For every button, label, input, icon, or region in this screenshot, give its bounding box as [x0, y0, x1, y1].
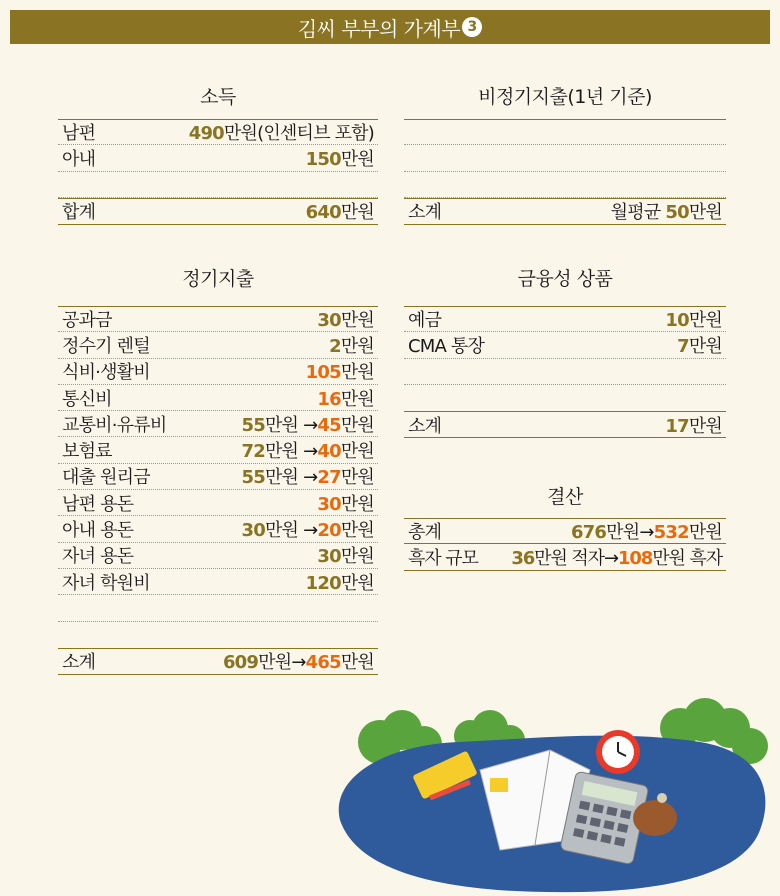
row-unit: 만원: [264, 441, 304, 463]
irregular-heading: 비정기지출(1년 기준): [478, 86, 652, 108]
irregular-total-row: [404, 198, 726, 225]
row-value-after: 30: [317, 310, 341, 332]
row-unit: 만원: [340, 388, 374, 410]
row-unit: 만원: [340, 202, 374, 224]
row-unit: 만원: [340, 493, 374, 515]
row-unit: 만원(인센티브 포함): [223, 123, 374, 145]
row-value: 490: [188, 123, 224, 145]
row-label: 자녀 용돈: [62, 546, 134, 568]
table-row: [58, 145, 378, 171]
row-value-after: 16: [317, 388, 341, 410]
table-row: [404, 332, 726, 358]
table-row: [58, 119, 378, 145]
row-unit: 만원: [606, 522, 640, 544]
empty-row: [58, 595, 378, 621]
regular-expense-section: [58, 264, 378, 675]
row-value-after: 40: [317, 441, 341, 463]
arrow: →: [303, 520, 318, 542]
budget-illustration: [320, 690, 780, 896]
title-number-badge: 3: [462, 17, 482, 37]
row-unit: 만원: [340, 414, 374, 436]
regular-total-row: [58, 648, 378, 675]
table-row: [404, 306, 726, 332]
table-row: [58, 490, 378, 516]
row-unit: 만원: [688, 522, 722, 544]
row-unit: 만원: [340, 546, 374, 568]
row-label: 보험료: [62, 441, 112, 463]
empty-row: [404, 172, 726, 198]
table-row: [58, 411, 378, 437]
empty-row: [404, 385, 726, 411]
row-value: 10: [665, 310, 689, 332]
row-unit: 만원: [688, 335, 722, 357]
row-label: 자녀 학원비: [62, 572, 150, 594]
row-value-after: 108: [617, 547, 653, 569]
row-value-after: 45: [317, 414, 341, 436]
row-value-before: 30: [241, 520, 265, 542]
empty-row: [58, 622, 378, 648]
row-label: 소계: [408, 415, 442, 437]
empty-row: [404, 119, 726, 145]
row-label: 합계: [62, 202, 96, 224]
row-label: 아내: [62, 148, 96, 170]
row-label: 공과금: [62, 310, 112, 332]
row-prefix: 월평균: [610, 202, 666, 224]
row-value-after: 120: [305, 572, 341, 594]
irregular-expense-section: [404, 82, 726, 225]
row-unit: 만원 적자: [534, 547, 604, 569]
row-label: 예금: [408, 310, 442, 332]
arrow: →: [303, 441, 318, 463]
table-row: [58, 516, 378, 542]
row-label: 교통비·유류비: [62, 414, 167, 436]
row-unit: 만원: [340, 310, 374, 332]
row-label: 정수기 렌털: [62, 335, 150, 357]
row-value-before: 36: [511, 547, 535, 569]
table-row: [58, 543, 378, 569]
row-label: 식비·생활비: [62, 362, 150, 384]
row-unit: 만원: [340, 572, 374, 594]
row-label: 남편: [62, 123, 96, 145]
row-value-after: 30: [317, 493, 341, 515]
row-value-after: 20: [317, 520, 341, 542]
empty-row: [404, 359, 726, 385]
row-label: 아내 용돈: [62, 520, 134, 542]
row-label: 남편 용돈: [62, 493, 134, 515]
row-value-after: 105: [305, 362, 341, 384]
row-value-before: 55: [241, 467, 265, 489]
row-unit: 만원: [340, 520, 374, 542]
table-row: [58, 306, 378, 332]
row-label: 총계: [408, 522, 442, 544]
row-unit: 만원: [340, 362, 374, 384]
row-value-before: 72: [241, 441, 265, 463]
row-value: 17: [665, 415, 689, 437]
row-unit: 만원: [340, 467, 374, 489]
financial-total-row: [404, 411, 726, 438]
row-unit: 만원: [258, 652, 292, 674]
settlement-heading: 결산: [547, 486, 583, 508]
title-bar: [10, 10, 770, 44]
income-section: [58, 82, 378, 225]
row-value: 50: [665, 202, 689, 224]
regular-heading: 정기지출: [182, 268, 254, 290]
row-unit: 만원: [340, 441, 374, 463]
row-unit: 만원: [688, 202, 722, 224]
empty-row: [404, 145, 726, 171]
row-unit: 만원: [340, 335, 374, 357]
page-title: 김씨 부부의 가계부: [297, 16, 461, 41]
row-label: CMA 통장: [408, 335, 485, 357]
table-row: [58, 569, 378, 595]
table-row: [58, 437, 378, 463]
row-value-after: 2: [329, 335, 341, 357]
arrow: →: [303, 414, 318, 436]
arrow: →: [303, 467, 318, 489]
row-value-after: 532: [653, 522, 689, 544]
income-total-row: [58, 198, 378, 225]
row-unit: 만원: [688, 310, 722, 332]
row-value-before: 609: [222, 652, 259, 674]
empty-row: [58, 172, 378, 198]
row-unit: 만원: [340, 652, 374, 674]
row-value-after: 27: [317, 467, 341, 489]
row-unit: 만원: [264, 520, 304, 542]
row-label: 소계: [62, 652, 96, 674]
row-label: 소계: [408, 202, 442, 224]
row-unit: 만원: [264, 414, 304, 436]
arrow: →: [291, 652, 306, 674]
arrow: →: [603, 547, 618, 569]
financial-products-section: [404, 264, 726, 438]
row-label: 흑자 규모: [408, 547, 478, 569]
row-value: 7: [677, 335, 689, 357]
income-heading: 소득: [200, 86, 236, 108]
arrow: →: [639, 522, 654, 544]
surplus-row: [404, 544, 726, 570]
row-label: 대출 원리금: [62, 467, 150, 489]
row-label: 통신비: [62, 388, 112, 410]
row-value-after: 465: [305, 652, 341, 674]
table-row: [58, 359, 378, 385]
row-unit: 만원: [688, 415, 722, 437]
row-unit: 만원: [264, 467, 304, 489]
row-value-before: 55: [241, 414, 265, 436]
alarm-clock-icon: [596, 730, 640, 774]
row-unit: 만원 흑자: [652, 547, 722, 569]
row-value: 150: [305, 148, 341, 170]
financial-heading: 금융성 상품: [517, 268, 613, 290]
row-unit: 만원: [340, 148, 374, 170]
row-value: 640: [305, 202, 341, 224]
settlement-total-row: [404, 518, 726, 544]
settlement-section: [404, 482, 726, 571]
row-value-after: 30: [317, 546, 341, 568]
row-value-before: 676: [570, 522, 607, 544]
table-row: [58, 385, 378, 411]
table-row: [58, 332, 378, 358]
table-row: [58, 464, 378, 490]
